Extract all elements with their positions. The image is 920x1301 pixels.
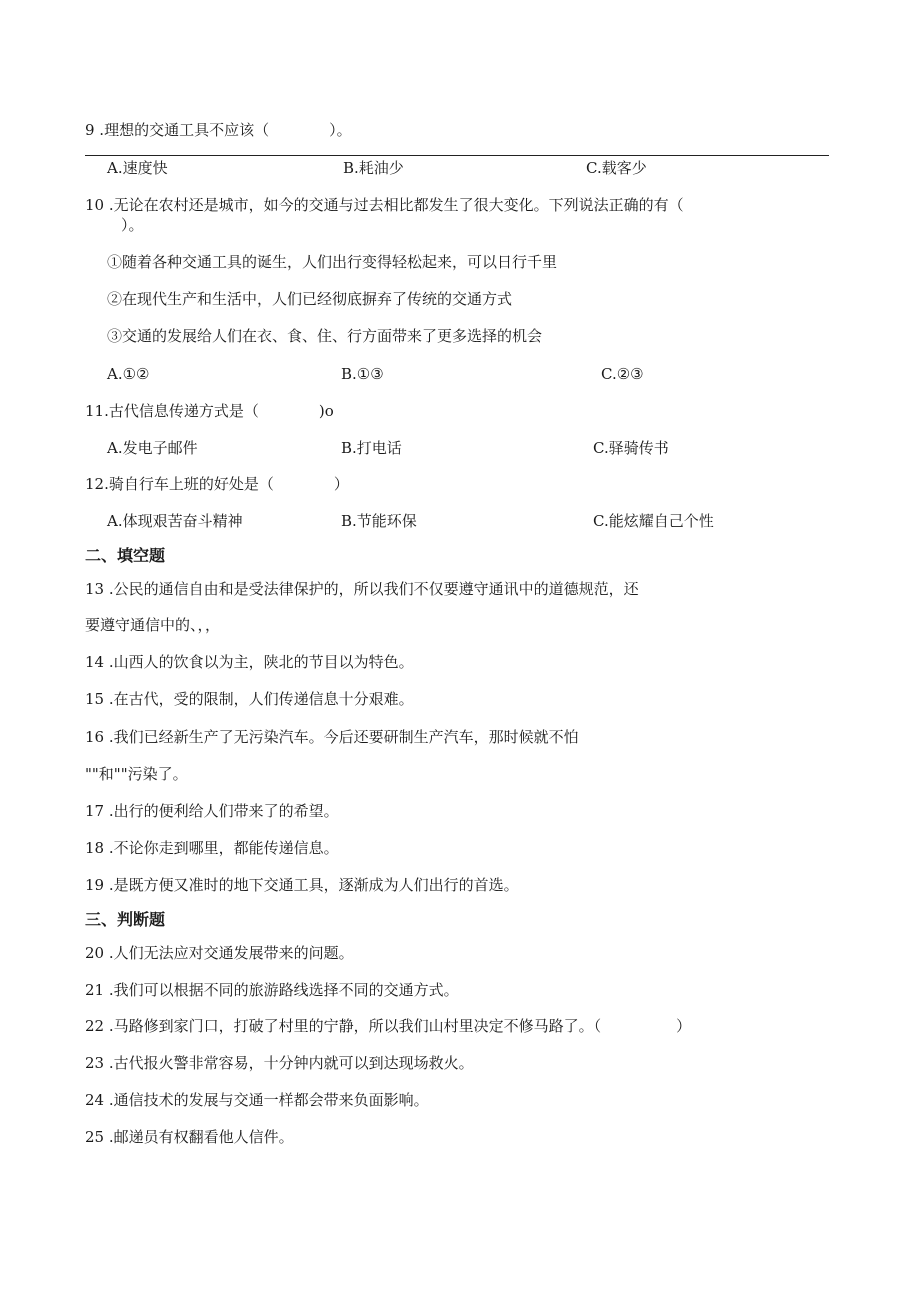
question-12-option-a: A.体现艰苦奋斗精神 [107, 512, 243, 530]
question-16-line2: ""和""污染了。 [85, 765, 188, 783]
question-10-stem-line2: ）。 [121, 216, 144, 234]
question-11-stem: 11.古代信息传递方式是（ )o [85, 402, 334, 420]
question-19: 19 .是既方便又准时的地下交通工具，逐渐成为人们出行的首选。 [85, 876, 519, 894]
question-18: 18 .不论你走到哪里，都能传递信息。 [85, 839, 339, 857]
question-11-option-a: A.发电子邮件 [107, 439, 198, 457]
question-10-option-c: C.②③ [601, 365, 644, 383]
question-10-statement-1: ①随着各种交通工具的诞生，人们出行变得轻松起来，可以日行千里 [107, 253, 558, 271]
question-21: 21 .我们可以根据不同的旅游路线选择不同的交通方式。 [85, 981, 459, 999]
question-12-stem: 12.骑自行车上班的好处是（ ） [85, 475, 349, 493]
question-9-option-c: C.载客少 [586, 159, 647, 177]
question-22: 22 .马路修到家门口，打破了村里的宁静，所以我们山村里决定不修马路了。（ ） [85, 1017, 692, 1035]
section-heading-fill-in: 二、填空题 [85, 546, 166, 565]
question-14: 14 .山西人的饮食以为主，陕北的节目以为特色。 [85, 653, 414, 671]
question-12-option-c: C.能炫耀自己个性 [593, 512, 714, 530]
question-10-statement-2: ②在现代生产和生活中，人们已经彻底摒弃了传统的交通方式 [107, 290, 513, 308]
question-15: 15 .在古代，受的限制，人们传递信息十分艰难。 [85, 690, 414, 708]
question-11-option-b: B.打电话 [341, 439, 402, 457]
question-23: 23 .古代报火警非常容易，十分钟内就可以到达现场救火。 [85, 1054, 474, 1072]
question-9-option-a: A.速度快 [107, 159, 168, 177]
question-16-line1: 16 .我们已经新生产了无污染汽车。今后还要研制生产汽车，那时候就不怕 [85, 728, 579, 746]
section-heading-true-false: 三、判断题 [85, 910, 166, 929]
question-10-option-a: A.①② [107, 365, 150, 383]
question-10-option-b: B.①③ [341, 365, 384, 383]
question-10-statement-3: ③交通的发展给人们在衣、食、住、行方面带来了更多选择的机会 [107, 327, 543, 345]
question-24: 24 .通信技术的发展与交通一样都会带来负面影响。 [85, 1091, 429, 1109]
question-20: 20 .人们无法应对交通发展带来的问题。 [85, 944, 354, 962]
question-13-line2: 要遵守通信中的、，， [85, 616, 221, 634]
divider-line [85, 155, 829, 156]
question-25: 25 .邮递员有权翻看他人信件。 [85, 1128, 294, 1146]
question-12-option-b: B.节能环保 [341, 512, 417, 530]
question-10-stem-line1: 10 .无论在农村还是城市，如今的交通与过去相比都发生了很大变化。下列说法正确的有（ [85, 196, 684, 214]
question-17: 17 .出行的便利给人们带来了的希望。 [85, 802, 339, 820]
question-11-option-c: C.驿骑传书 [593, 439, 669, 457]
question-9-option-b: B.耗油少 [343, 159, 404, 177]
question-9-stem: 9 .理想的交通工具不应该（ ）。 [85, 121, 352, 139]
question-13-line1: 13 .公民的通信自由和是受法律保护的，所以我们不仅要遵守通讯中的道德规范，还 [85, 580, 639, 598]
